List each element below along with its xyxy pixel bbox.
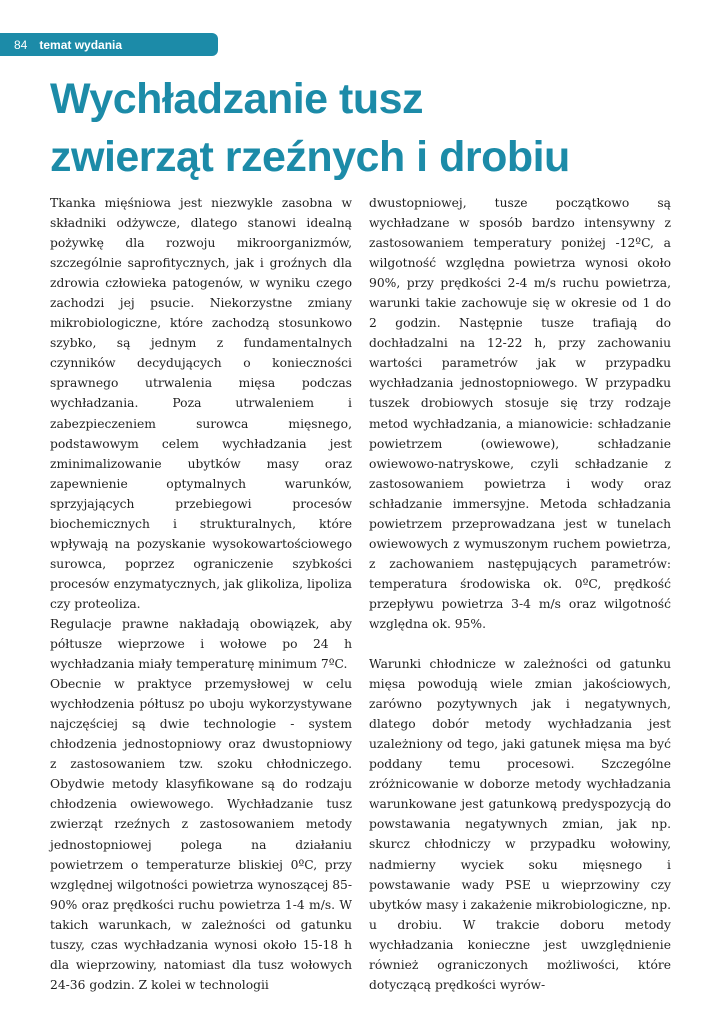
article-title-line-1: Wychładzanie tusz <box>50 75 424 123</box>
paragraph: Tkanka mięśniowa jest niezwykle zasobna w składniki odżywcze, dlatego stanowi idealną pożywkę dla rozwoju mikroorganizmów, szczególnie saprofitycznych, jak i groźnych dla zdrowia człowieka patogenów, w wyniku czego zachodzi jej psucie. Niekorzystne zmiany mikrobiologiczne, które zachodzą stosunkowo szybko, są jednym z fundamentalnych czynników decydujących o konieczności sprawnego utrwalenia mięsa podczas wychładzania. Poza utrwaleniem i zabezpieczeniem surowca mięsnego, podstawowym celem wychładzania jest zminimalizowanie ubytków masy oraz zapewnienie optymalnych warunków, sprzyjających przebiegowi procesów biochemicznych i strukturalnych, które wpływają na pozyskanie wysokowartościowego surowca, poprzez ograniczenie szybkości procesów enzymatycznych, jak glikoliza, lipoliza czy proteoliza. <box>50 196 352 611</box>
left-text-column <box>50 193 352 995</box>
right-text-column <box>369 193 671 995</box>
paragraph: Regulacje prawne nakładają obowiązek, aby półtusze wieprzowe i wołowe po 24 h wychładzania miały temperaturę minimum 7ºC. <box>50 616 352 672</box>
paragraph: dwustopniowej, tusze początkowo są wychładzane w sposób bardzo intensywny z zastosowaniem temperatury poniżej -12ºC, a wilgotność względna powietrza wynosi około 90%, przy prędkości 2-4 m/s ruchu powietrza, warunki takie zachowuje się w okresie od 1 do 2 godzin. Następnie tusze trafiają do dochładzalni na 12-22 h, przy zachowaniu wartości parametrów jak w przypadku wychładzania jednostopniowego. W przypadku tuszek drobiowych stosuje się trzy rodzaje metod wychładzania, a mianowicie: schładzanie powietrzem (owiewowe), schładzanie owiewowo-natryskowe, czyli schładzanie z zastosowaniem powietrza i wody oraz schładzanie immersyjne. Metoda schładzania powietrzem przeprowadzana jest w tunelach owiewowych z wymuszonym ruchem powietrza, z zachowaniem następujących parametrów: temperatura środowiska ok. 0ºC, prędkość przepływu powietrza 3-4 m/s oraz wilgotność względna ok. 95%. <box>369 196 671 631</box>
section-label: temat wydania <box>39 37 123 52</box>
paragraph: Obecnie w praktyce przemysłowej w celu wychłodzenia półtusz po uboju wykorzystywane najczęściej są dwie technologie - system chłodzenia jednostopniowy oraz dwustopniowy z zastosowaniem tzw. szoku chłodniczego. Obydwie metody klasyfikowane są do rodzaju chłodzenia owiewowego. Wychładzanie tusz zwierząt rzeźnych z zastosowaniem metody jednostopniowej polega na działaniu powietrzem o temperaturze bliskiej 0ºC, przy względnej wilgotności powietrza wynoszącej 85-90% oraz prędkości ruchu powietrza 1-4 m/s. W takich warunkach, w zależności od gatunku tuszy, czas wychładzania wynosi około 15-18 h dla wieprzowiny, natomiast dla tusz wołowych 24-36 godzin. Z kolei w technologii <box>50 677 353 992</box>
paragraph: Warunki chłodnicze w zależności od gatunku mięsa powodują wiele zmian jakościowych, zarówno pozytywnych jak i negatywnych, dlatego dobór metody wychładzania jest uzależniony od tego, jaki gatunek mięsa ma być poddany temu procesowi. Szczególne zróżnicowanie w doborze metody wychładzania warunkowane jest gatunkową predyspozycją do powstawania negatywnych zmian, jak np. skurcz chłodniczy w przypadku wołowiny, nadmierny wyciek soku mięsnego i powstawanie wady PSE u wieprzowiny czy ubytków masy i zakażenie mikrobiologiczne, np. u drobiu. W trakcie doboru metody wychładzania konieczne jest uwzględnienie również ograniczonych możliwości, które dotyczącą prędkości wyrów- <box>369 657 671 992</box>
section-header-bar <box>0 33 218 56</box>
page-number: 84 <box>14 37 28 52</box>
article-title <box>50 70 710 186</box>
article-title-line-2: zwierząt rzeźnych i drobiu <box>50 133 570 181</box>
